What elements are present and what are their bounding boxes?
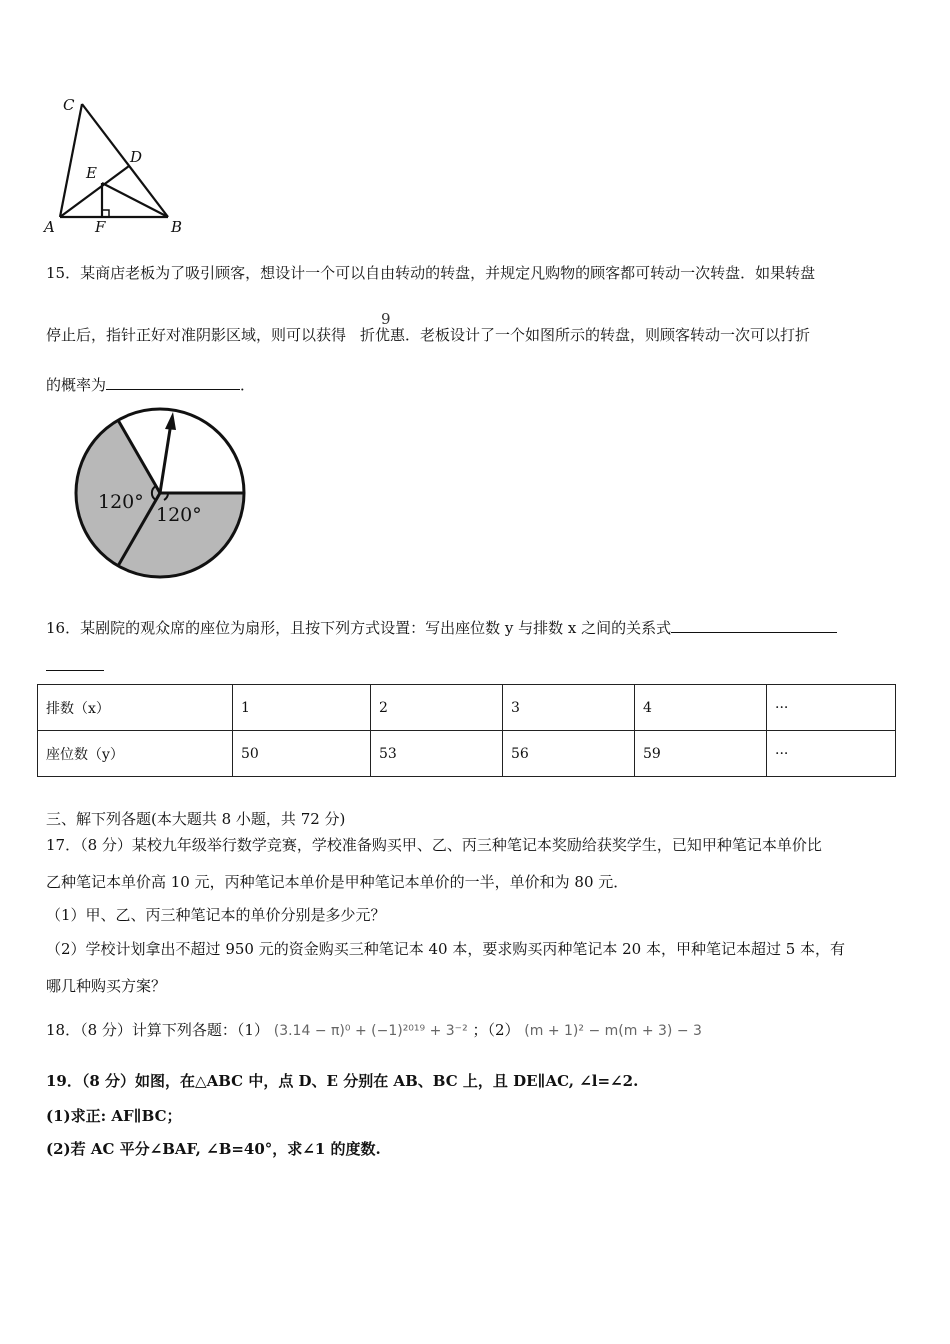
- q19-line1: 19．（8 分）如图，在△ABC 中，点 D、E 分别在 AB、BC 上，且 DE∥AC, ∠l=∠2.: [46, 1072, 639, 1090]
- angle-label-right: 120°: [156, 504, 202, 526]
- table-row: [38, 731, 896, 777]
- table-cell: 排数（x）: [38, 685, 233, 731]
- section3-title: 三、解下列各题(本大题共 8 小题，共 72 分): [46, 810, 346, 828]
- table-cell: 59: [635, 731, 767, 777]
- q18-prefix: 18．（8 分）计算下列各题：（1）: [46, 1021, 269, 1039]
- q16-text: 16．某剧院的观众席的座位为扇形，且按下列方式设置：写出座位数 y 与排数 x 之间的关系式: [46, 619, 672, 637]
- q16-line1: [46, 617, 837, 638]
- q17-line5: 哪几种购买方案？: [46, 977, 167, 995]
- q17-line2: 乙种笔记本单价高 10 元，丙种笔记本单价是甲种笔记本单价的一半，单价和为 80 元．: [46, 873, 629, 891]
- label-d: D: [130, 148, 143, 166]
- table-cell: 3: [503, 685, 635, 731]
- q15-line2b: 折优惠．老板设计了一个如图所示的转盘，则顾客转动一次可以打折: [360, 326, 811, 344]
- triangle-figure: [40, 92, 200, 242]
- label-f: F: [95, 218, 106, 236]
- table-cell: ···: [767, 731, 896, 777]
- spinner-figure: [72, 388, 252, 588]
- table-cell: 53: [371, 731, 503, 777]
- table-cell: 1: [233, 685, 371, 731]
- label-e: E: [86, 164, 97, 182]
- table-cell: 56: [503, 731, 635, 777]
- q18-sep: ；（2）: [472, 1021, 520, 1039]
- table-cell: 50: [233, 731, 371, 777]
- q16-line2: [46, 656, 104, 675]
- q19-line3: (2)若 AC 平分∠BAF, ∠B=40°，求∠1 的度数.: [46, 1140, 381, 1158]
- q18-expr2: (m + 1)² − m(m + 3) − 3: [524, 1023, 702, 1039]
- label-b: B: [171, 218, 183, 236]
- q17-line3: （1）甲、乙、丙三种笔记本的单价分别是多少元？: [46, 906, 386, 924]
- q15-line1: 15．某商店老板为了吸引顾客，想设计一个可以自由转动的转盘，并规定凡购物的顾客都可转动一次转盘．如果转盘: [46, 264, 816, 282]
- table-row: [38, 685, 896, 731]
- q19-line2: (1)求正: AF∥BC；: [46, 1107, 182, 1125]
- spinner-pointer[interactable]: [160, 423, 171, 493]
- q15-line2a: 停止后，指针正好对准阴影区域，则可以获得: [46, 326, 347, 344]
- table-cell: 座位数（y）: [38, 731, 233, 777]
- q15-nine: 9: [381, 310, 391, 328]
- q17-line1: 17．（8 分）某校九年级举行数学竞赛，学校准备购买甲、乙、丙三种笔记本奖励给获奖学生，已知甲种笔记本单价比: [46, 836, 822, 854]
- q17-line4: （2）学校计划拿出不超过 950 元的资金购买三种笔记本 40 本，要求购买丙种笔记本 20 本，甲种笔记本超过 5 本，有: [46, 940, 846, 958]
- table-cell: 4: [635, 685, 767, 731]
- q16-answer-blank-2[interactable]: [46, 656, 104, 671]
- angle-label-left: 120°: [98, 491, 144, 513]
- table-cell: ···: [767, 685, 896, 731]
- q18-line: [46, 1019, 702, 1040]
- label-a: A: [44, 218, 55, 236]
- seat-table: [37, 684, 896, 777]
- label-c: C: [63, 96, 75, 114]
- q16-answer-blank-1[interactable]: [671, 618, 837, 633]
- q18-expr1: (3.14 − π)⁰ + (−1)²⁰¹⁹ + 3⁻²: [273, 1023, 468, 1039]
- q15-line3b: ．: [240, 376, 256, 394]
- q15-line3a: 的概率为: [46, 376, 107, 394]
- q15-line2: [46, 324, 810, 345]
- table-cell: 2: [371, 685, 503, 731]
